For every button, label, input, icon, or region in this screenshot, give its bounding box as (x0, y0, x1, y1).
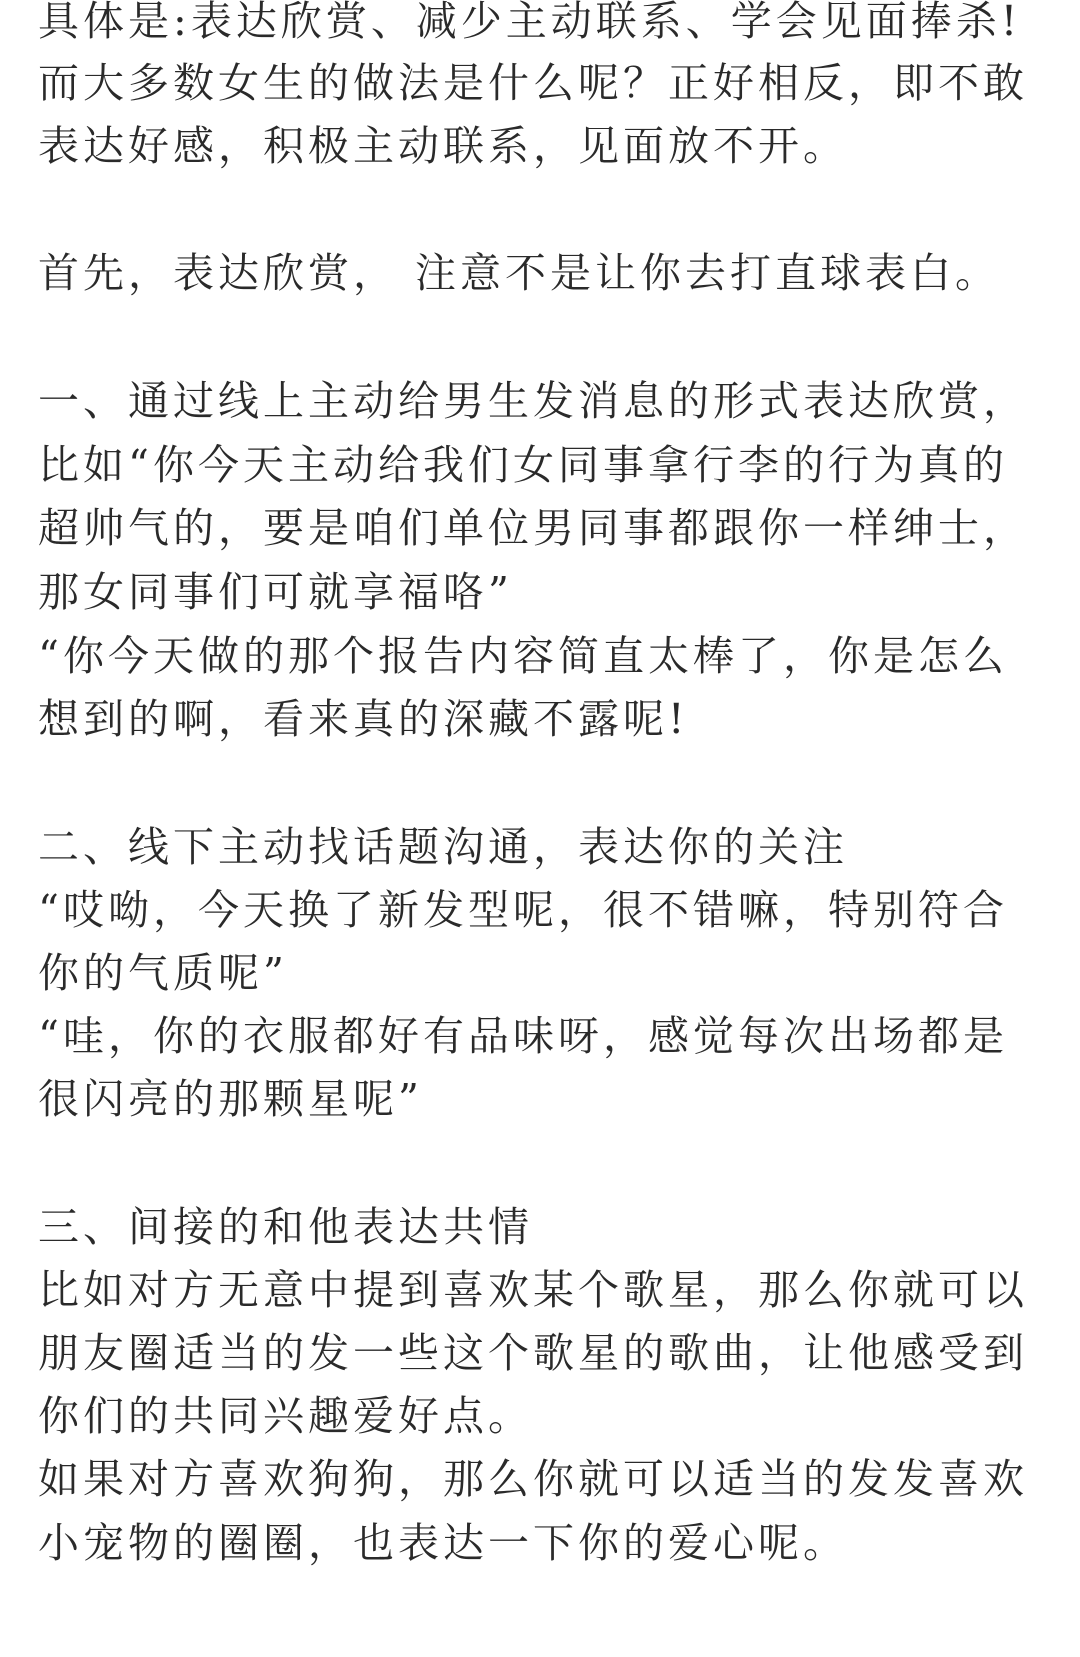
text-line: “哇，你的衣服都好有品味呀，感觉每次出场都是 (38, 1012, 1008, 1060)
text-line: 那女同事们可就享福咯” (38, 568, 513, 616)
text-line: 三、间接的和他表达共情 (38, 1203, 533, 1251)
text-line: 你的气质呢” (38, 949, 288, 997)
text-line: 超帅气的，要是咱们单位男同事都跟你一样绅士， (38, 504, 1028, 552)
text-line: 朋友圈适当的发一些这个歌星的歌曲，让他感受到 (38, 1329, 1028, 1377)
text-line: 想到的啊，看来真的深藏不露呢! (38, 695, 689, 743)
text-line: 比如“你今天主动给我们女同事拿行李的行为真的 (38, 441, 1008, 489)
text-line: 如果对方喜欢狗狗，那么你就可以适当的发发喜欢 (38, 1455, 1028, 1503)
text-line: 比如对方无意中提到喜欢某个歌星，那么你就可以 (38, 1266, 1028, 1314)
text-line: 首先，表达欣赏， 注意不是让你去打直球表白。 (38, 249, 1001, 297)
text-line: “哎呦，今天换了新发型呢，很不错嘛，特别符合 (38, 886, 1008, 934)
text-line: 小宠物的圈圈，也表达一下你的爱心呢。 (38, 1519, 848, 1567)
text-line: 很闪亮的那颗星呢” (38, 1075, 423, 1123)
text-line: “你今天做的那个报告内容简直太棒了，你是怎么 (38, 632, 1008, 680)
text-line: 你们的共同兴趣爱好点。 (38, 1392, 533, 1440)
text-line: 而大多数女生的做法是什么呢？正好相反，即不敢 (38, 59, 1028, 107)
text-line: 一、通过线上主动给男生发消息的形式表达欣赏， (38, 377, 1028, 425)
text-line: 表达好感，积极主动联系，见面放不开。 (38, 122, 848, 170)
text-line: 具体是:表达欣赏、减少主动联系、学会见面捧杀! (38, 0, 1022, 45)
text-line: 二、线下主动找话题沟通，表达你的关注 (38, 823, 848, 871)
